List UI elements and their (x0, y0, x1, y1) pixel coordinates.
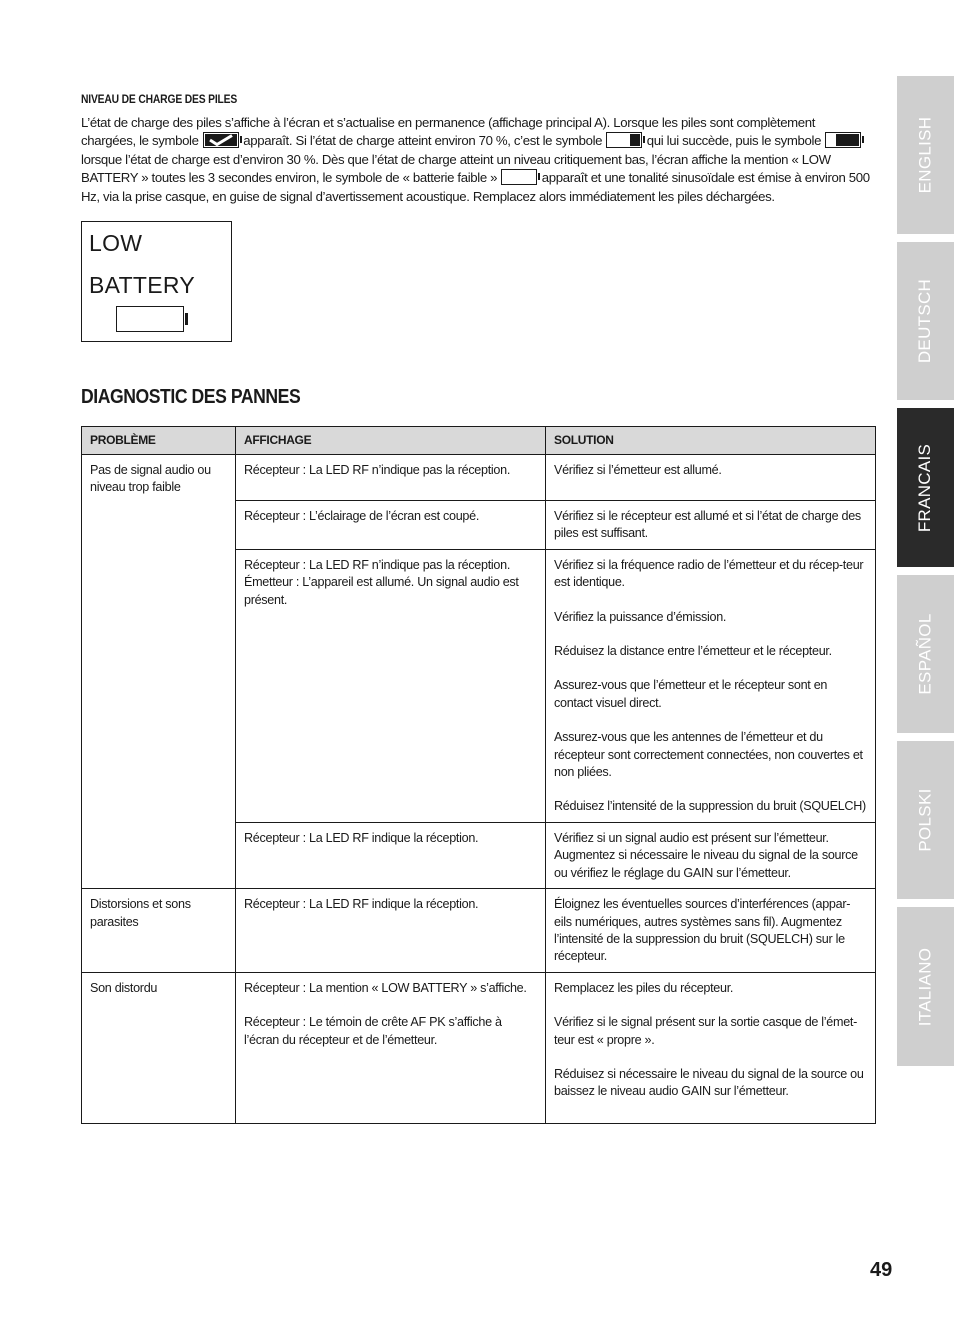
tab-label: POLSKI (915, 788, 935, 852)
table-header-row (82, 427, 876, 455)
display-cell (236, 972, 546, 1123)
display-cell (236, 822, 546, 888)
tab-francais[interactable] (897, 408, 954, 567)
tab-label: ITALIANO (915, 947, 935, 1026)
solution-text: Vérifiez si le récepteur est allumé et si l’état de charge des piles est suffisant. (554, 509, 861, 541)
problem-text: Son distordu (90, 980, 158, 995)
diagnostic-heading: DIAGNOSTIC DES PANNES (81, 386, 301, 408)
battery-low-icon (501, 169, 537, 185)
tab-italiano[interactable] (897, 907, 954, 1066)
solution-cell (546, 822, 876, 888)
tab-polski[interactable] (897, 741, 954, 899)
table-row (82, 889, 876, 973)
display-text: Récepteur : La LED RF n’indique pas la réception. (244, 463, 511, 477)
tab-espanol[interactable] (897, 575, 954, 733)
solution-text: Vérifiez si l’émetteur est allumé. (554, 463, 722, 477)
display-text: Récepteur : L’éclairage de l’écran est coupé. (244, 509, 480, 523)
lcd-line-battery: BATTERY (89, 272, 196, 298)
solution-text: Vérifiez si un signal audio est présent sur l’émetteur. Augmentez si nécessaire le niveau du signal de la source ou vérifiez le réglage du GAIN sur l’émetteur. (554, 830, 858, 880)
tab-deutsch[interactable] (897, 242, 954, 400)
column-header-problem: PROBLÈME (82, 427, 236, 455)
display-cell (236, 889, 546, 973)
problem-text: Distorsions et sons parasites (90, 897, 191, 929)
solution-text: Remplacez les piles du récepteur. (554, 980, 734, 995)
solution-text: Vérifiez si la fréquence radio de l’émetteur et du récep-teur est identique. (554, 557, 864, 590)
solution-text: Réduisez l’intensité de la suppression du bruit (SQUELCH) (554, 799, 866, 814)
display-text: Récepteur : La LED RF indique la réception. (244, 830, 479, 845)
battery-level-heading: NIVEAU DE CHARGE DES PILES (81, 92, 238, 106)
battery-30-icon (825, 132, 861, 148)
display-cell (236, 455, 546, 501)
lcd-line-low: LOW (89, 230, 143, 256)
troubleshooting-table (81, 426, 876, 1124)
battery-text-part-5: apparaît et une tonalité sinusoïdale est émise à environ 500 Hz, via la prise casque, en guise de signal d’avertissement acoustique. Remplacez alors immédiatement les piles déchargées. (81, 170, 870, 204)
battery-70-icon (606, 132, 642, 148)
display-cell (236, 549, 546, 822)
column-header-display: AFFICHAGE (236, 427, 546, 455)
solution-text: Vérifiez la puissance d’émission. (554, 609, 727, 624)
low-battery-display (81, 221, 232, 342)
display-text: Récepteur : La mention « LOW BATTERY » s’affiche. (244, 980, 527, 995)
problem-cell (82, 889, 236, 973)
solution-text: Réduisez la distance entre l’émetteur et le récepteur. (554, 644, 832, 659)
display-text: Récepteur : La LED RF n’indique pas la réception. Émetteur : L’appareil est allumé. Un signal audio est présent. (244, 557, 519, 607)
problem-cell (82, 972, 236, 1123)
page-number: 49 (870, 1259, 893, 1281)
solution-cell (546, 455, 876, 501)
solution-text: Éloignez les éventuelles sources d’interférences (appar-eils numériques, autres systèmes sans fil). Augmentez l’intensité de la suppression du bruit (SQUELCH) sur le récepteur. (554, 897, 851, 964)
battery-level-text (81, 114, 871, 206)
battery-text-part-4: lorsque l’état de charge est d’environ 30 %. Dès que l’état de charge atteint un niveau critiquement bas, l’écran affiche la mention « LOW BATTERY » toutes les 3 secondes environ, le symbole de « batterie faible » (81, 151, 831, 186)
column-header-solution: SOLUTION (546, 427, 876, 455)
solution-cell (546, 972, 876, 1123)
battery-full-icon (203, 132, 239, 148)
solution-text: Assurez-vous que les antennes de l’émetteur et du récepteur sont correctement connectées, non couvertes et non pliées. (554, 730, 863, 780)
battery-text-part-3: qui lui succède, puis le symbole (646, 133, 822, 149)
battery-text-part-1: L’état de charge des piles s’affiche à l’écran et s’actualise en permanence (affichage principal A). Lorsque les piles sont complètement chargées, le symbole (81, 115, 816, 149)
problem-text: Pas de signal audio ou niveau trop faible (90, 463, 211, 495)
display-text: Récepteur : Le témoin de crête AF PK s’affiche à l’écran du récepteur et de l’émetteur. (244, 1015, 502, 1047)
tab-english[interactable] (897, 76, 954, 234)
solution-cell (546, 549, 876, 822)
table-row (82, 455, 876, 501)
tab-label: ENGLISH (915, 116, 935, 194)
problem-cell (82, 455, 236, 889)
table-row (82, 972, 876, 1123)
solution-cell (546, 501, 876, 550)
language-tabs (897, 0, 954, 1339)
solution-text: Réduisez si nécessaire le niveau du signal de la source ou baissez le niveau audio GAIN sur l’émetteur. (554, 1066, 864, 1099)
solution-text: Vérifiez si le signal présent sur la sortie casque de l’émet-teur est « propre ». (554, 1015, 857, 1047)
battery-text-part-2: apparaît. Si l’état de charge atteint environ 70 %, c’est le symbole (243, 133, 603, 149)
empty-battery-icon (116, 306, 184, 332)
solution-text: Assurez-vous que l’émetteur et le récepteur sont en contact visuel direct. (554, 678, 828, 710)
tab-label: FRANCAIS (915, 443, 935, 532)
tab-label: ESPAÑOL (915, 613, 935, 695)
display-text: Récepteur : La LED RF indique la réception. (244, 897, 479, 912)
solution-cell (546, 889, 876, 973)
tab-label: DEUTSCH (915, 278, 935, 364)
display-cell (236, 501, 546, 550)
